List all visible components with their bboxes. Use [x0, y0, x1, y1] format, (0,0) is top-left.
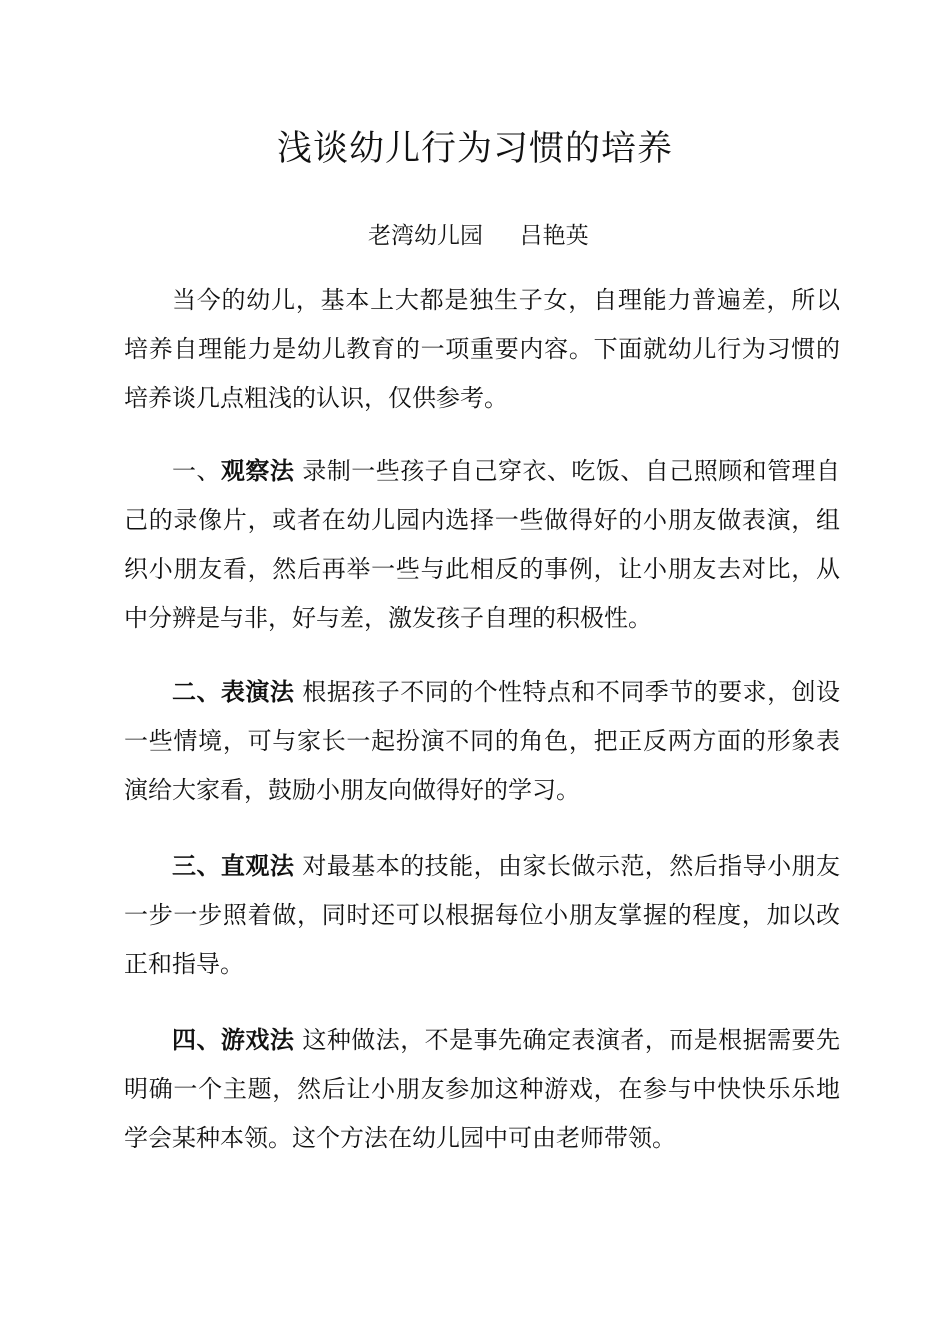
section-demonstration: [124, 841, 840, 989]
section-game: [124, 1015, 840, 1163]
byline-author: 吕艳英: [519, 223, 589, 249]
section-heading: 游戏法: [220, 1025, 295, 1054]
section-heading: 直观法: [220, 851, 295, 880]
section-heading: 观察法: [220, 456, 295, 485]
section-number: 四、: [172, 1025, 221, 1054]
section-body: 对最基本的技能，由家长做示范，然后指导小朋友一步一步照着做，同时还可以根据每位小朋友掌握的程度，加以改正和指导。: [124, 852, 840, 978]
section-body: 根据孩子不同的个性特点和不同季节的要求，创设一些情境，可与家长一起扮演不同的角色，把正反两方面的形象表演给大家看，鼓励小朋友向做得好的学习。: [124, 678, 840, 804]
byline-gap: [483, 223, 520, 249]
document-title: 浅谈幼儿行为习惯的培养: [276, 129, 673, 169]
section-performance: [124, 667, 840, 815]
section-number: 三、: [172, 851, 221, 880]
section-body: 录制一些孩子自己穿衣、吃饭、自己照顾和管理自己的录像片，或者在幼儿园内选择一些做得好的小朋友做表演，组织小朋友看，然后再举一些与此相反的事例，让小朋友去对比，从中分辨是与非，好与差，激发孩子自理的积极性。: [124, 457, 840, 632]
section-heading: 表演法: [220, 677, 295, 706]
section-body: 这种做法，不是事先确定表演者，而是根据需要先明确一个主题，然后让小朋友参加这种游戏，在参与中快快乐乐地学会某种本领。这个方法在幼儿园中可由老师带领。: [124, 1026, 840, 1152]
byline-school: 老湾幼儿园: [368, 223, 483, 249]
intro-paragraph: 当今的幼儿，基本上大都是独生子女，自理能力普遍差，所以培养自理能力是幼儿教育的一项重要内容。下面就幼儿行为习惯的培养谈几点粗浅的认识，仅供参考。: [124, 286, 840, 412]
section-number: 一、: [172, 457, 221, 485]
byline: [368, 219, 589, 253]
section-observation: [124, 446, 840, 643]
section-number: 二、: [172, 677, 221, 706]
